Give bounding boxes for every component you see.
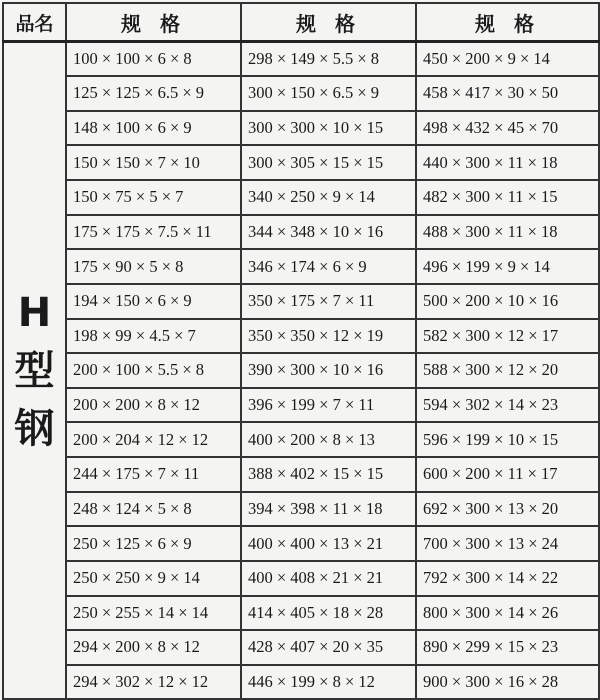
spec-cell: 600 × 200 × 11 × 17 bbox=[416, 457, 599, 492]
spec-cell: 244 × 175 × 7 × 11 bbox=[66, 457, 241, 492]
spec-cell: 500 × 200 × 10 × 16 bbox=[416, 284, 599, 319]
h-beam-spec-table bbox=[2, 2, 600, 700]
table-row bbox=[3, 422, 599, 457]
product-name-char: H bbox=[17, 289, 52, 336]
spec-cell: 250 × 125 × 6 × 9 bbox=[66, 526, 241, 561]
spec-cell: 346 × 174 × 6 × 9 bbox=[241, 249, 416, 284]
spec-cell: 194 × 150 × 6 × 9 bbox=[66, 284, 241, 319]
spec-cell: 200 × 200 × 8 × 12 bbox=[66, 388, 241, 423]
spec-cell: 294 × 200 × 8 × 12 bbox=[66, 630, 241, 665]
spec-cell: 890 × 299 × 15 × 23 bbox=[416, 630, 599, 665]
table-row bbox=[3, 42, 599, 77]
spec-cell: 792 × 300 × 14 × 22 bbox=[416, 561, 599, 596]
spec-cell: 800 × 300 × 14 × 26 bbox=[416, 596, 599, 631]
spec-cell: 440 × 300 × 11 × 18 bbox=[416, 145, 599, 180]
spec-cell: 396 × 199 × 7 × 11 bbox=[241, 388, 416, 423]
table-row bbox=[3, 249, 599, 284]
spec-cell: 582 × 300 × 12 × 17 bbox=[416, 319, 599, 354]
spec-cell: 150 × 75 × 5 × 7 bbox=[66, 180, 241, 215]
spec-cell: 248 × 124 × 5 × 8 bbox=[66, 492, 241, 527]
spec-table-body bbox=[3, 42, 599, 700]
table-row bbox=[3, 319, 599, 354]
table-row bbox=[3, 76, 599, 111]
spec-cell: 175 × 175 × 7.5 × 11 bbox=[66, 215, 241, 250]
spec-cell: 175 × 90 × 5 × 8 bbox=[66, 249, 241, 284]
header-row bbox=[3, 3, 599, 42]
spec-cell: 450 × 200 × 9 × 14 bbox=[416, 42, 599, 77]
spec-cell: 125 × 125 × 6.5 × 9 bbox=[66, 76, 241, 111]
table-row bbox=[3, 180, 599, 215]
table-row bbox=[3, 457, 599, 492]
spec-cell: 400 × 200 × 8 × 13 bbox=[241, 422, 416, 457]
spec-cell: 300 × 150 × 6.5 × 9 bbox=[241, 76, 416, 111]
spec-cell: 428 × 407 × 20 × 35 bbox=[241, 630, 416, 665]
spec-cell: 340 × 250 × 9 × 14 bbox=[241, 180, 416, 215]
table-row bbox=[3, 561, 599, 596]
spec-cell: 482 × 300 × 11 × 15 bbox=[416, 180, 599, 215]
spec-cell: 900 × 300 × 16 × 28 bbox=[416, 665, 599, 700]
spec-cell: 498 × 432 × 45 × 70 bbox=[416, 111, 599, 146]
spec-cell: 400 × 400 × 13 × 21 bbox=[241, 526, 416, 561]
spec-cell: 350 × 175 × 7 × 11 bbox=[241, 284, 416, 319]
spec-cell: 298 × 149 × 5.5 × 8 bbox=[241, 42, 416, 77]
spec-cell: 300 × 305 × 15 × 15 bbox=[241, 145, 416, 180]
table-row bbox=[3, 630, 599, 665]
spec-header-1: 规 格 bbox=[66, 3, 241, 42]
spec-cell: 596 × 199 × 10 × 15 bbox=[416, 422, 599, 457]
spec-cell: 350 × 350 × 12 × 19 bbox=[241, 319, 416, 354]
spec-cell: 458 × 417 × 30 × 50 bbox=[416, 76, 599, 111]
spec-cell: 200 × 100 × 5.5 × 8 bbox=[66, 353, 241, 388]
spec-cell: 488 × 300 × 11 × 18 bbox=[416, 215, 599, 250]
spec-cell: 344 × 348 × 10 × 16 bbox=[241, 215, 416, 250]
spec-cell: 198 × 99 × 4.5 × 7 bbox=[66, 319, 241, 354]
spec-cell: 594 × 302 × 14 × 23 bbox=[416, 388, 599, 423]
table-row bbox=[3, 492, 599, 527]
spec-cell: 388 × 402 × 15 × 15 bbox=[241, 457, 416, 492]
table-row bbox=[3, 353, 599, 388]
spec-cell: 394 × 398 × 11 × 18 bbox=[241, 492, 416, 527]
table-row bbox=[3, 145, 599, 180]
spec-cell: 414 × 405 × 18 × 28 bbox=[241, 596, 416, 631]
table-row bbox=[3, 596, 599, 631]
spec-cell: 400 × 408 × 21 × 21 bbox=[241, 561, 416, 596]
spec-cell: 150 × 150 × 7 × 10 bbox=[66, 145, 241, 180]
table-row bbox=[3, 526, 599, 561]
product-name-char: 钢 bbox=[14, 405, 55, 452]
spec-cell: 100 × 100 × 6 × 8 bbox=[66, 42, 241, 77]
spec-header-2: 规 格 bbox=[241, 3, 416, 42]
table-row bbox=[3, 215, 599, 250]
product-name-char: 型 bbox=[14, 347, 55, 394]
spec-cell: 148 × 100 × 6 × 9 bbox=[66, 111, 241, 146]
spec-cell: 700 × 300 × 13 × 24 bbox=[416, 526, 599, 561]
spec-cell: 250 × 255 × 14 × 14 bbox=[66, 596, 241, 631]
spec-cell: 200 × 204 × 12 × 12 bbox=[66, 422, 241, 457]
product-name-cell bbox=[3, 42, 66, 700]
spec-cell: 300 × 300 × 10 × 15 bbox=[241, 111, 416, 146]
table-row bbox=[3, 388, 599, 423]
spec-header-3: 规 格 bbox=[416, 3, 599, 42]
table-row bbox=[3, 111, 599, 146]
spec-cell: 250 × 250 × 9 × 14 bbox=[66, 561, 241, 596]
spec-cell: 294 × 302 × 12 × 12 bbox=[66, 665, 241, 700]
table-row bbox=[3, 665, 599, 700]
spec-cell: 496 × 199 × 9 × 14 bbox=[416, 249, 599, 284]
spec-cell: 692 × 300 × 13 × 20 bbox=[416, 492, 599, 527]
product-name-header: 品名 bbox=[3, 3, 66, 42]
spec-cell: 588 × 300 × 12 × 20 bbox=[416, 353, 599, 388]
spec-cell: 446 × 199 × 8 × 12 bbox=[241, 665, 416, 700]
spec-cell: 390 × 300 × 10 × 16 bbox=[241, 353, 416, 388]
table-row bbox=[3, 284, 599, 319]
